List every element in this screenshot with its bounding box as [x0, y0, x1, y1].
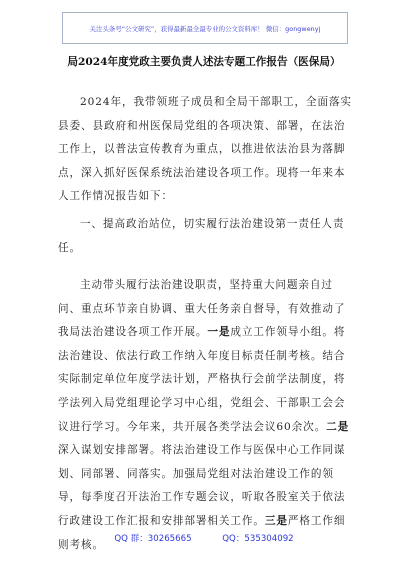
section-1-text-a: 主动带头履行法治建设职责，坚持重大问题亲自过问、重点环节亲自协调、重大任务亲自督导，有效推动了我局法治建设各项工作开展。 — [58, 279, 346, 339]
intro-paragraph: 2024年，我带领班子成员和全局干部职工，全面落实县委、县政府和州医保局党组的各项决策、部署，在法治工作上，以普法宣传教育为重点，以推进依法治县为落脚点，深入抓好医保系统法治建设各项工作。现将一年来本人工作情况报告如下： — [58, 96, 352, 203]
section-1-paragraph — [58, 274, 354, 557]
section-1-text-c: 深入谋划安排部署。将法治建设工作与医保中心工作同谋划、同部署、同落实。加强局党组对法治建设工作的领导，每季度召开法治工作专题会议，听取各股室关于依法行政建设工作汇报和安排部署相关工作。 — [58, 444, 346, 527]
section-heading-1: 一、提高政治站位，切实履行法治建设第一责任人责任。 — [58, 218, 345, 254]
document-title: 局2024年度党政主要负责人述法专题工作报告（医保局） — [67, 56, 341, 68]
enum-marker-1: 一是 — [207, 326, 231, 339]
promo-banner — [62, 12, 348, 44]
section-1-text-b: 成立工作领导小组。将法治建设、依法行政工作纳入年度目标责任制考核。结合实际制定单位年度学法计划，严格执行会前学法制度，将学法列入局党组理论学习中心组，党组会、干部职工会会议进行学习。今年来，共开展各类学法会议60余次。 — [58, 326, 346, 433]
section-1-text-d: 严格工作细则考核。 — [58, 514, 346, 551]
footer-qq: QQ：535304092 — [222, 534, 294, 544]
footer-qq-group: QQ 群：30265665 — [114, 534, 192, 544]
promo-banner-text: 关注头条号“公文研究”，获得最新最全最专业的公文资料库！ 微信：gongwenyj — [89, 24, 321, 33]
footer-contacts — [0, 532, 408, 544]
enum-marker-3: 三是 — [264, 514, 288, 527]
enum-marker-2: 二是 — [326, 420, 350, 433]
